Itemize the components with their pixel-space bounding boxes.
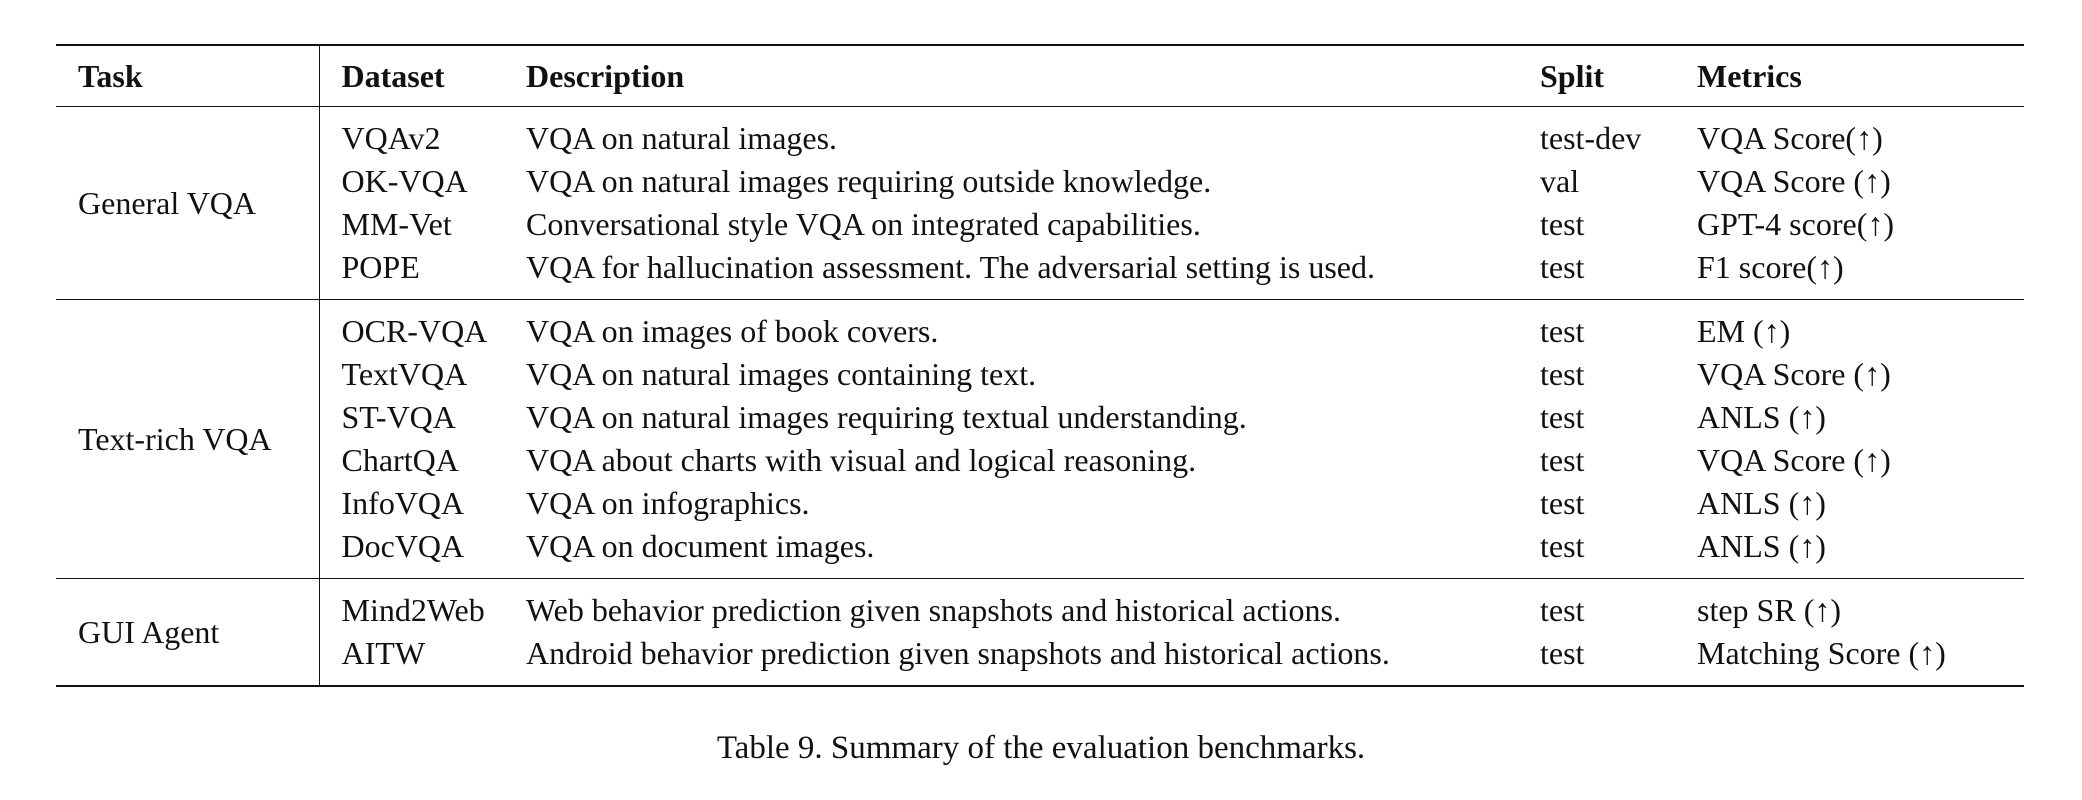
split-cell: test <box>1540 442 1585 478</box>
description-cell: VQA on natural images requiring textual understanding. <box>526 399 1247 435</box>
metrics-cell: ANLS (↑) <box>1697 485 1826 521</box>
dataset-cell: AITW <box>319 632 526 686</box>
description-cell: Web behavior prediction given snapshots and historical actions. <box>526 592 1341 628</box>
metrics-cell: VQA Score(↑) <box>1697 120 1883 156</box>
table-row <box>56 396 2024 439</box>
split-cell: val <box>1540 163 1580 199</box>
header-split: Split <box>1540 57 1605 94</box>
description-cell: VQA on infographics. <box>526 485 810 521</box>
description-cell: VQA on images of book covers. <box>526 313 939 349</box>
split-cell: test-dev <box>1540 120 1642 156</box>
split-cell: test <box>1540 313 1585 349</box>
split-cell: test <box>1540 399 1585 435</box>
table-row <box>56 353 2024 396</box>
table-row <box>56 439 2024 482</box>
table-row <box>56 525 2024 579</box>
metrics-cell: F1 score(↑) <box>1697 249 1844 285</box>
metrics-cell: VQA Score (↑) <box>1697 356 1891 392</box>
dataset-cell: OCR-VQA <box>319 300 526 354</box>
table-row <box>56 107 2024 161</box>
description-cell: VQA on natural images requiring outside knowledge. <box>526 163 1212 199</box>
table-caption: Table 9. Summary of the evaluation benchmarks. <box>716 730 1366 766</box>
table-header <box>56 45 2024 107</box>
metrics-cell: VQA Score (↑) <box>1697 442 1891 478</box>
benchmark-table <box>56 44 2024 687</box>
description-cell: VQA on document images. <box>526 528 875 564</box>
task-cell: GUI Agent <box>78 613 220 650</box>
split-cell: test <box>1540 528 1585 564</box>
metrics-cell: GPT-4 score(↑) <box>1697 206 1894 242</box>
split-cell: test <box>1540 635 1585 671</box>
description-cell: VQA for hallucination assessment. The adversarial setting is used. <box>526 249 1375 285</box>
task-group <box>56 579 2024 687</box>
dataset-cell: DocVQA <box>319 525 526 579</box>
table-row <box>56 160 2024 203</box>
description-cell: Android behavior prediction given snapshots and historical actions. <box>526 635 1390 671</box>
header-description: Description <box>526 57 685 94</box>
table-row <box>56 246 2024 300</box>
description-cell: Conversational style VQA on integrated capabilities. <box>526 206 1201 242</box>
header-row <box>56 45 2024 107</box>
description-cell: VQA on natural images containing text. <box>526 356 1037 392</box>
metrics-cell: ANLS (↑) <box>1697 399 1826 435</box>
table-row <box>56 579 2024 633</box>
header-metrics: Metrics <box>1697 57 1802 94</box>
description-cell: VQA about charts with visual and logical reasoning. <box>526 442 1197 478</box>
task-group <box>56 107 2024 300</box>
dataset-cell: OK-VQA <box>319 160 526 203</box>
metrics-cell: EM (↑) <box>1697 313 1791 349</box>
table-row <box>56 203 2024 246</box>
metrics-cell: ANLS (↑) <box>1697 528 1826 564</box>
dataset-cell: TextVQA <box>319 353 526 396</box>
split-cell: test <box>1540 206 1585 242</box>
dataset-cell: InfoVQA <box>319 482 526 525</box>
split-cell: test <box>1540 485 1585 521</box>
table-row <box>56 632 2024 686</box>
metrics-cell: step SR (↑) <box>1697 592 1841 628</box>
dataset-cell: VQAv2 <box>319 107 526 161</box>
task-cell: Text-rich VQA <box>78 420 272 457</box>
split-cell: test <box>1540 249 1585 285</box>
header-task: Task <box>78 57 143 94</box>
dataset-cell: POPE <box>319 246 526 300</box>
metrics-cell: Matching Score (↑) <box>1697 635 1946 671</box>
dataset-cell: ChartQA <box>319 439 526 482</box>
split-cell: test <box>1540 356 1585 392</box>
dataset-cell: ST-VQA <box>319 396 526 439</box>
split-cell: test <box>1540 592 1585 628</box>
task-cell: General VQA <box>78 184 257 221</box>
dataset-cell: MM-Vet <box>319 203 526 246</box>
dataset-cell: Mind2Web <box>319 579 526 633</box>
header-dataset: Dataset <box>319 45 526 107</box>
table-row <box>56 300 2024 354</box>
benchmark-table-container <box>56 44 2024 687</box>
description-cell: VQA on natural images. <box>526 120 838 156</box>
task-group <box>56 300 2024 579</box>
metrics-cell: VQA Score (↑) <box>1697 163 1891 199</box>
table-row <box>56 482 2024 525</box>
